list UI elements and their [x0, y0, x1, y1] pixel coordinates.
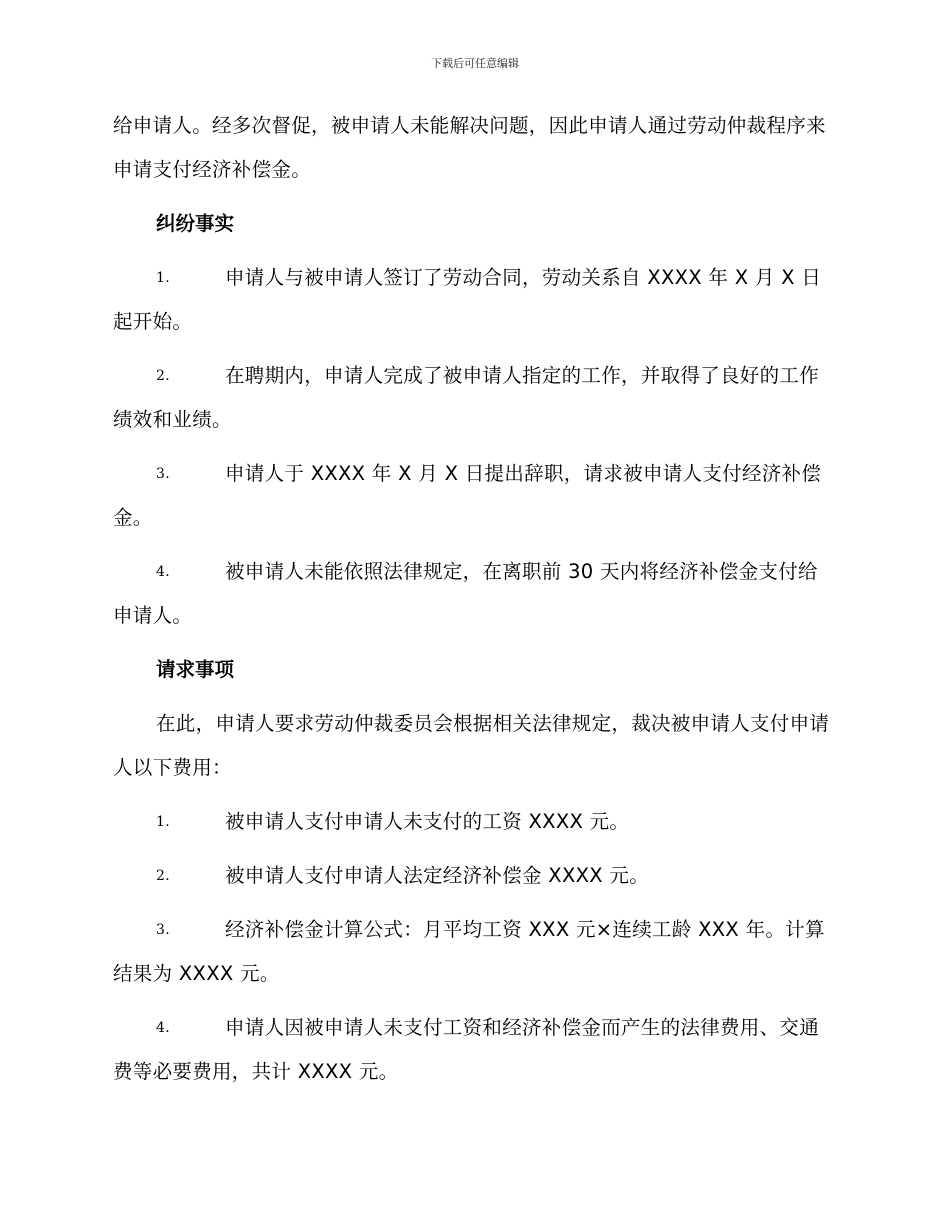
section-heading-facts: 纠纷事实 — [156, 212, 235, 235]
item-text: 在聘期内，申请人完成了被申请人指定的工作，并取得了良好的工作绩效和业绩。 — [113, 364, 820, 431]
request-item-1 — [113, 800, 835, 844]
section-heading-requests: 请求事项 — [156, 658, 235, 681]
item-number: 1. — [156, 814, 170, 830]
fact-item-4 — [113, 550, 835, 638]
request-item-2 — [113, 854, 835, 898]
fact-item-3 — [113, 452, 835, 540]
item-number: 4. — [156, 564, 170, 580]
item-number: 3. — [156, 466, 170, 482]
item-text: 申请人因被申请人未支付工资和经济补偿金而产生的法律费用、交通费等必要费用，共计 XXXX 元。 — [113, 1016, 820, 1083]
request-item-4 — [113, 1006, 835, 1094]
document-body — [113, 104, 835, 1094]
request-item-3 — [113, 908, 835, 996]
item-number: 2. — [156, 868, 170, 884]
requests-intro: 在此，申请人要求劳动仲裁委员会根据相关法律规定，裁决被申请人支付申请人以下费用： — [113, 712, 830, 779]
item-text: 被申请人支付申请人法定经济补偿金 XXXX 元。 — [225, 864, 650, 887]
page-header: 下载后可任意编辑 — [431, 57, 519, 70]
item-text: 被申请人未能依照法律规定，在离职前 30 天内将经济补偿金支付给申请人。 — [113, 560, 818, 627]
item-number: 4. — [156, 1020, 170, 1036]
intro-paragraph: 给申请人。经多次督促，被申请人未能解决问题，因此申请人通过劳动仲裁程序来申请支付经济补偿金。 — [113, 114, 826, 181]
item-number: 1. — [156, 270, 170, 286]
item-number: 2. — [156, 368, 170, 384]
fact-item-2 — [113, 354, 835, 442]
item-number: 3. — [156, 922, 170, 938]
item-text: 申请人于 XXXX 年 X 月 X 日提出辞职，请求被申请人支付经济补偿金。 — [113, 462, 822, 529]
item-text: 申请人与被申请人签订了劳动合同，劳动关系自 XXXX 年 X 月 X 日起开始。 — [113, 266, 822, 333]
item-text: 经济补偿金计算公式：月平均工资 XXX 元×连续工龄 XXX 年。计算结果为 XXXX 元。 — [113, 918, 825, 985]
item-text: 被申请人支付申请人未支付的工资 XXXX 元。 — [225, 810, 630, 833]
fact-item-1 — [113, 256, 835, 344]
